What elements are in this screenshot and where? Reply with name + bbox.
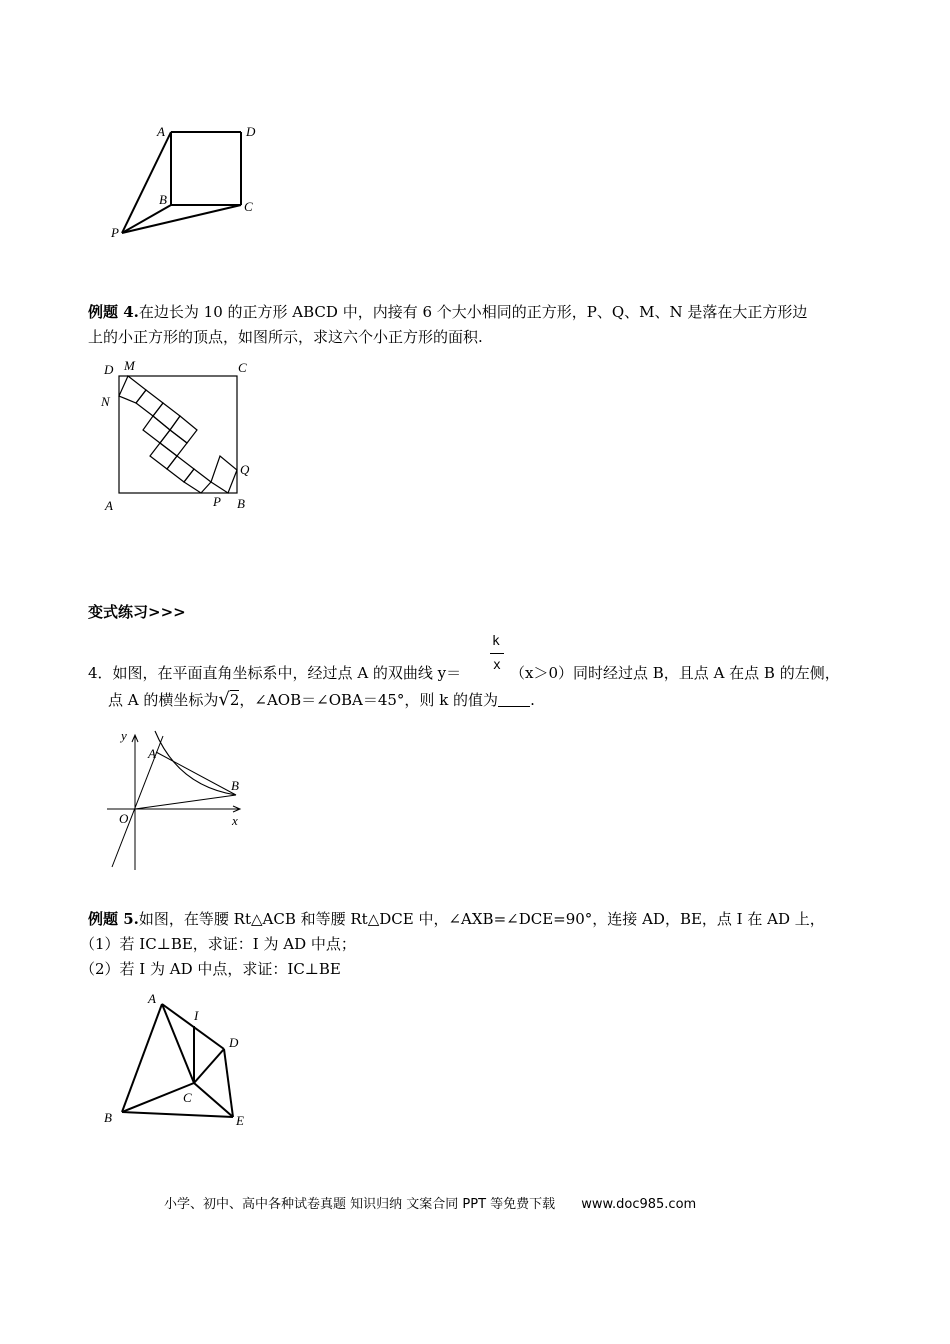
example-5-text-1: 如图，在等腰 Rt△ACB 和等腰 Rt△DCE 中，∠AXB=∠DCE=90°，连接 AD，BE，点 I 在 AD 上， [138,910,825,928]
footer [164,1193,696,1212]
fig1-label-a: A [157,124,165,139]
fig4-label-e: E [236,1113,244,1128]
sqrt-value: 2 [229,691,240,709]
figure-hyperbola [100,725,260,875]
fig2-label-d: D [104,362,114,377]
fig4-label-b: B [104,1110,112,1125]
fig1-label-p: P [111,225,119,240]
question-4-line-2 [108,687,535,713]
fig3-label-y: y [121,728,127,743]
question-4-text-2b: ，∠AOB＝∠OBA＝45°，则 k 的值为 [239,691,499,709]
fig3-label-o: O [119,811,129,826]
example-5-line-1 [88,907,825,932]
answer-blank [498,692,530,707]
question-4-line-1-b: （x＞0）同时经过点 B，且点 A 在点 B 的左侧， [510,664,840,682]
fig1-label-c: C [244,199,253,214]
fig2-label-p: P [213,494,221,509]
example-5-line-2: （1）若 IC⊥BE，求证：I 为 AD 中点； [80,935,356,953]
fig2-label-a: A [105,498,113,513]
fig4-label-c: C [183,1090,192,1105]
sqrt-symbol: √ [218,689,230,710]
example-4-label: 例题 4. [88,303,139,321]
footer-text: 小学、初中、高中各种试卷真题 知识归纳 文案合同 PPT 等免费下载 [164,1197,556,1212]
variant-exercise-title: 变式练习>>> [88,603,186,621]
question-4-text-2a: 点 A 的横坐标为 [108,691,219,709]
example-5-label: 例题 5. [88,910,139,928]
example-4-line-1 [88,300,807,325]
fig2-label-n: N [101,394,110,409]
fig3-label-a: A [148,746,156,761]
question-4-text-2c: . [530,691,535,709]
example-4-text-1: 在边长为 10 的正方形 ABCD 中，内接有 6 个大小相同的正方形，P、Q、M、N 是落在大正方形边 [138,303,808,321]
fraction-denominator: x [493,658,501,673]
fig3-label-b: B [231,778,239,793]
fig2-label-q: Q [240,462,250,477]
figure-six-squares [100,355,260,515]
fig2-label-m: M [124,358,135,373]
fig4-label-i: I [194,1008,199,1023]
figure-triangles-acb-dce [100,985,260,1130]
example-4-line-2: 上的小正方形的顶点，如图所示，求这六个小正方形的面积. [88,328,483,346]
fig1-label-b: B [159,192,167,207]
fig3-label-x: x [232,813,238,828]
fig1-label-d: D [246,124,256,139]
fraction-numerator: k [492,634,500,649]
figure-square-abcd-p [100,118,270,243]
fig2-label-b: B [237,496,245,511]
question-4-line-1-a: 4．如图，在平面直角坐标系中，经过点 A 的双曲线 y＝ [88,664,462,682]
example-5-line-3: （2）若 I 为 AD 中点，求证：IC⊥BE [80,960,341,978]
fraction-bar [490,653,504,654]
fig4-label-d: D [229,1035,239,1050]
fig2-label-c: C [238,360,247,375]
fig4-label-a: A [148,991,156,1006]
footer-url[interactable]: www.doc985.com [581,1197,697,1212]
